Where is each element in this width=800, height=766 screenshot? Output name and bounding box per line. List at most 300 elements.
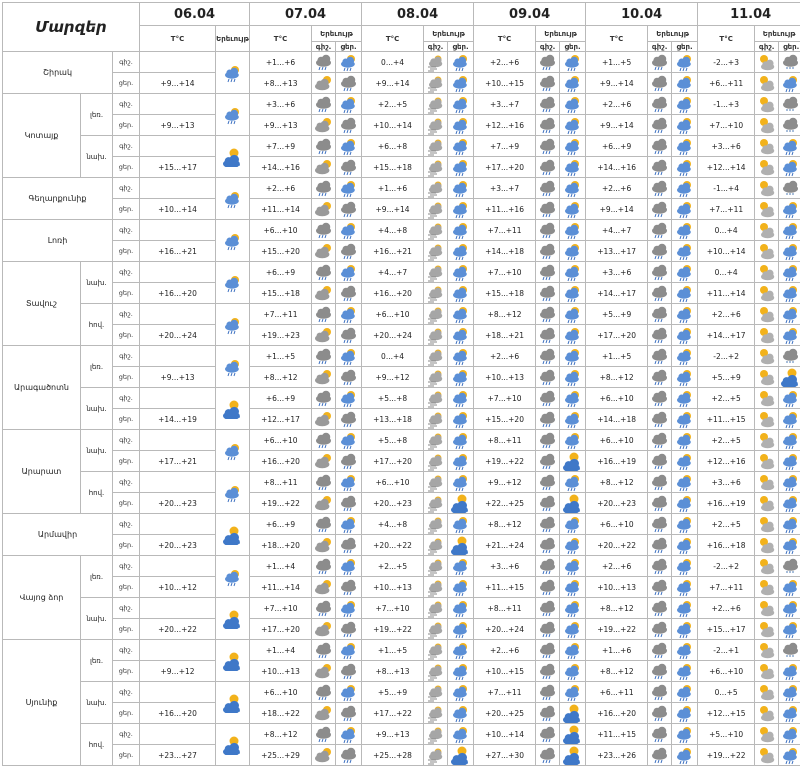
partly-cloudy-rain-icon xyxy=(781,577,800,596)
weather-icon-cell xyxy=(648,745,672,766)
weather-icon-cell xyxy=(779,535,800,556)
table-row xyxy=(3,283,800,304)
table-row xyxy=(3,388,800,409)
partly-cloudy-icon xyxy=(757,703,777,722)
weather-icon-cell xyxy=(648,157,672,178)
cloud-rain-icon xyxy=(650,556,670,575)
time-of-day: ցեր. xyxy=(113,661,140,682)
cloud-snow-icon xyxy=(781,52,800,71)
temperature-range: +15...+17 xyxy=(698,619,755,640)
cloud-rain-icon xyxy=(339,535,359,554)
date-header: 09.04 xyxy=(474,3,586,26)
partly-cloudy-icon xyxy=(757,514,777,533)
weather-icon-cell xyxy=(560,157,586,178)
temperature-range: +6...+11 xyxy=(698,73,755,94)
partly-cloudy-rain-icon xyxy=(781,514,800,533)
partly-cloudy-rain-icon xyxy=(781,325,800,344)
temperature-range: +10...+12 xyxy=(140,577,216,598)
temperature-range xyxy=(140,472,216,493)
temperature-range: +14...+16 xyxy=(250,157,312,178)
temperature-range: +14...+18 xyxy=(586,409,648,430)
temperature-range: +6...+10 xyxy=(586,514,648,535)
wind-cloud-icon xyxy=(426,619,446,638)
temperature-range: +9...+12 xyxy=(362,367,424,388)
weather-icon-cell xyxy=(560,577,586,598)
table-row xyxy=(3,451,800,472)
temperature-range: +7...+11 xyxy=(698,199,755,220)
sun-cloud-wide-icon xyxy=(451,493,471,512)
weather-icon-cell xyxy=(648,262,672,283)
sun-cloud-icon xyxy=(314,115,334,134)
weather-icon-cell xyxy=(779,724,800,745)
weather-icon-cell xyxy=(536,535,560,556)
partly-cloudy-rain-icon xyxy=(781,388,800,407)
weather-icon-cell xyxy=(216,682,250,724)
table-row xyxy=(3,619,800,640)
weather-icon-cell xyxy=(312,115,336,136)
sun-cloud-icon xyxy=(314,745,334,764)
temperature-range: +14...+16 xyxy=(586,157,648,178)
weather-icon-cell xyxy=(448,682,474,703)
partly-cloudy-rain-icon xyxy=(675,682,695,701)
weather-icon-cell xyxy=(336,136,362,157)
weather-icon-cell xyxy=(448,703,474,724)
weather-icon-cell xyxy=(648,94,672,115)
weather-icon-cell xyxy=(672,367,698,388)
time-of-day: գիշ. xyxy=(113,598,140,619)
weather-icon-cell xyxy=(312,598,336,619)
weather-icon-cell xyxy=(779,136,800,157)
partly-cloudy-icon xyxy=(757,472,777,491)
weather-icon-cell xyxy=(672,304,698,325)
partly-cloudy-rain-icon xyxy=(563,472,583,491)
wind-cloud-icon xyxy=(426,556,446,575)
weather-icon-cell xyxy=(424,94,448,115)
weather-icon-cell xyxy=(216,52,250,94)
weather-icon-cell xyxy=(560,346,586,367)
table-row xyxy=(3,682,800,703)
wind-cloud-icon xyxy=(426,724,446,743)
temperature-range: +3...+7 xyxy=(474,94,536,115)
sun-cloud-icon xyxy=(314,241,334,260)
wind-cloud-icon xyxy=(426,115,446,134)
temperature-range: 0...+4 xyxy=(362,346,424,367)
partly-cloudy-rain-icon xyxy=(563,199,583,218)
weather-icon-cell xyxy=(672,514,698,535)
cloud-rain-icon xyxy=(650,73,670,92)
weather-icon-cell xyxy=(336,556,362,577)
partly-cloudy-rain-icon xyxy=(339,388,359,407)
temperature-range: -2...+1 xyxy=(698,640,755,661)
partly-cloudy-rain-icon xyxy=(223,357,243,376)
time-of-day: ցեր. xyxy=(113,115,140,136)
day-subheader: ցեր. xyxy=(779,42,800,52)
temperature-range: +5...+9 xyxy=(698,367,755,388)
weather-icon-cell xyxy=(755,661,779,682)
weather-icon-cell xyxy=(672,430,698,451)
partly-cloudy-rain-icon xyxy=(675,367,695,386)
weather-icon-cell xyxy=(424,73,448,94)
cloud-rain-icon xyxy=(538,241,558,260)
weather-icon-cell xyxy=(448,451,474,472)
date-header: 08.04 xyxy=(362,3,474,26)
wind-cloud-icon xyxy=(426,157,446,176)
weather-icon-cell xyxy=(779,514,800,535)
partly-cloudy-icon xyxy=(757,241,777,260)
temperature-range: +7...+9 xyxy=(474,136,536,157)
temperature-range: +3...+7 xyxy=(474,178,536,199)
weather-icon-cell xyxy=(536,409,560,430)
weather-icon-cell xyxy=(424,325,448,346)
weather-icon-cell xyxy=(560,94,586,115)
table-row xyxy=(3,157,800,178)
weather-icon-cell xyxy=(536,577,560,598)
weather-icon-cell xyxy=(672,724,698,745)
temperature-range: +11...+14 xyxy=(698,283,755,304)
sun-cloud-wide-icon xyxy=(563,451,583,470)
temperature-range: +17...+20 xyxy=(586,325,648,346)
wind-cloud-icon xyxy=(426,577,446,596)
temperature-range: +8...+12 xyxy=(586,367,648,388)
temperature-range: +15...+20 xyxy=(250,241,312,262)
weather-icon-cell xyxy=(336,703,362,724)
partly-cloudy-icon xyxy=(757,409,777,428)
partly-cloudy-rain-icon xyxy=(781,220,800,239)
temperature-range: +7...+10 xyxy=(474,388,536,409)
weather-icon-cell xyxy=(672,661,698,682)
weather-icon-cell xyxy=(336,304,362,325)
temperature-range: +6...+10 xyxy=(362,304,424,325)
weather-icon-cell xyxy=(536,451,560,472)
temperature-range: +16...+19 xyxy=(698,493,755,514)
temperature-range: -2...+3 xyxy=(698,52,755,73)
weather-icon-cell xyxy=(672,388,698,409)
temperature-range: +16...+20 xyxy=(250,451,312,472)
temperature-range: +25...+29 xyxy=(250,745,312,766)
weather-icon-cell xyxy=(536,388,560,409)
temperature-range xyxy=(140,556,216,577)
weather-icon-cell xyxy=(648,220,672,241)
sun-cloud-wide-icon xyxy=(223,525,243,544)
sun-cloud-wide-icon xyxy=(223,609,243,628)
temperature-range: +10...+13 xyxy=(586,577,648,598)
wind-cloud-icon xyxy=(426,94,446,113)
weather-icon-cell xyxy=(336,94,362,115)
weather-icon-cell xyxy=(779,451,800,472)
weather-icon-cell xyxy=(424,661,448,682)
weather-icon-cell xyxy=(560,73,586,94)
weather-icon-cell xyxy=(648,409,672,430)
zone-label: լեռ. xyxy=(81,556,113,598)
cloud-rain-icon xyxy=(650,409,670,428)
weather-icon-cell xyxy=(216,514,250,556)
weather-icon-cell xyxy=(336,220,362,241)
weather-icon-cell xyxy=(672,136,698,157)
temperature-range: +1...+6 xyxy=(586,640,648,661)
wind-cloud-icon xyxy=(426,262,446,281)
partly-cloudy-rain-icon xyxy=(451,682,471,701)
wind-cloud-icon xyxy=(426,409,446,428)
weather-icon-cell xyxy=(755,94,779,115)
sun-cloud-icon xyxy=(314,199,334,218)
weather-icon-cell xyxy=(648,472,672,493)
cloud-rain-icon xyxy=(538,178,558,197)
cloud-rain-icon xyxy=(538,388,558,407)
weather-icon-cell xyxy=(312,640,336,661)
temperature-range: +18...+20 xyxy=(250,535,312,556)
temperature-range: +25...+28 xyxy=(362,745,424,766)
weather-icon-cell xyxy=(424,514,448,535)
partly-cloudy-rain-icon xyxy=(223,105,243,124)
temperature-range: +23...+27 xyxy=(140,745,216,766)
partly-cloudy-rain-icon xyxy=(451,724,471,743)
time-of-day: գիշ. xyxy=(113,304,140,325)
temperature-range xyxy=(140,262,216,283)
cloud-rain-icon xyxy=(650,640,670,659)
temperature-range: +6...+9 xyxy=(250,262,312,283)
temperature-range: 0...+4 xyxy=(698,220,755,241)
weather-icon-cell xyxy=(312,619,336,640)
cloud-rain-icon xyxy=(650,94,670,113)
temperature-range: +2...+5 xyxy=(698,388,755,409)
temperature-range: 0...+4 xyxy=(362,52,424,73)
cloud-rain-icon xyxy=(314,262,334,281)
table-row xyxy=(3,52,800,73)
partly-cloudy-icon xyxy=(757,73,777,92)
weather-icon-cell xyxy=(672,619,698,640)
partly-cloudy-rain-icon xyxy=(675,514,695,533)
weather-icon-cell xyxy=(755,304,779,325)
weather-icon-cell xyxy=(448,241,474,262)
temperature-range: +20...+23 xyxy=(362,493,424,514)
weather-icon-cell xyxy=(560,52,586,73)
weather-icon-cell xyxy=(448,472,474,493)
wind-cloud-icon xyxy=(426,745,446,764)
partly-cloudy-rain-icon xyxy=(223,483,243,502)
temperature-range: +2...+6 xyxy=(474,52,536,73)
weather-icon-cell xyxy=(672,157,698,178)
temperature-range: +23...+26 xyxy=(586,745,648,766)
temperature-range: +6...+9 xyxy=(250,514,312,535)
temperature-range: +15...+20 xyxy=(474,409,536,430)
partly-cloudy-rain-icon xyxy=(451,409,471,428)
weather-icon-cell xyxy=(424,136,448,157)
temperature-range: +9...+12 xyxy=(140,661,216,682)
weather-icon-cell xyxy=(779,178,800,199)
cloud-rain-icon xyxy=(650,745,670,764)
weather-icon-cell xyxy=(648,136,672,157)
partly-cloudy-icon xyxy=(757,220,777,239)
partly-cloudy-rain-icon xyxy=(563,94,583,113)
weather-icon-cell xyxy=(424,241,448,262)
weather-icon-cell xyxy=(779,493,800,514)
weather-icon-cell xyxy=(560,514,586,535)
partly-cloudy-rain-icon xyxy=(451,52,471,71)
zone-label: լեռ. xyxy=(81,346,113,388)
weather-icon-cell xyxy=(448,115,474,136)
weather-icon-cell xyxy=(424,598,448,619)
weather-icon-cell xyxy=(779,556,800,577)
temperature-range xyxy=(140,514,216,535)
weather-icon-cell xyxy=(336,52,362,73)
temperature-range: +3...+6 xyxy=(698,136,755,157)
cloud-rain-icon xyxy=(538,346,558,365)
cloud-rain-icon xyxy=(650,493,670,512)
temperature-range: +20...+24 xyxy=(140,325,216,346)
temperature-range xyxy=(140,388,216,409)
weather-icon-cell xyxy=(536,157,560,178)
temperature-range xyxy=(140,346,216,367)
temperature-range: +1...+6 xyxy=(250,52,312,73)
cloud-rain-icon xyxy=(314,430,334,449)
weather-icon-cell xyxy=(755,472,779,493)
wind-cloud-icon xyxy=(426,178,446,197)
weather-icon-cell xyxy=(312,283,336,304)
weather-icon-cell xyxy=(312,178,336,199)
temperature-range: +6...+9 xyxy=(250,388,312,409)
sun-cloud-icon xyxy=(314,577,334,596)
temperature-range: +14...+18 xyxy=(474,241,536,262)
temperature-range: +1...+4 xyxy=(250,640,312,661)
temperature-range: +9...+14 xyxy=(362,73,424,94)
weather-icon-cell xyxy=(672,325,698,346)
sun-cloud-icon xyxy=(314,73,334,92)
partly-cloudy-rain-icon xyxy=(675,220,695,239)
weather-icon-cell xyxy=(648,73,672,94)
time-of-day: ցեր. xyxy=(113,367,140,388)
weather-icon-cell xyxy=(648,514,672,535)
weather-icon-cell xyxy=(336,178,362,199)
weather-icon-cell xyxy=(536,325,560,346)
table-row xyxy=(3,304,800,325)
partly-cloudy-rain-icon xyxy=(781,304,800,323)
wind-cloud-icon xyxy=(426,220,446,239)
partly-cloudy-rain-icon xyxy=(451,703,471,722)
time-of-day: գիշ. xyxy=(113,640,140,661)
partly-cloudy-rain-icon xyxy=(781,157,800,176)
temperature-range: +2...+6 xyxy=(586,178,648,199)
weather-icon-cell xyxy=(779,220,800,241)
partly-cloudy-rain-icon xyxy=(781,682,800,701)
temperature-range: +8...+12 xyxy=(250,367,312,388)
cloud-rain-icon xyxy=(650,598,670,617)
temperature-range: +8...+12 xyxy=(250,724,312,745)
weather-icon-cell xyxy=(312,199,336,220)
partly-cloudy-icon xyxy=(757,157,777,176)
weather-icon-cell xyxy=(755,199,779,220)
day-subheader: ցեր. xyxy=(448,42,474,52)
partly-cloudy-rain-icon xyxy=(223,441,243,460)
partly-cloudy-rain-icon xyxy=(451,619,471,638)
weather-icon-cell xyxy=(216,346,250,388)
partly-cloudy-rain-icon xyxy=(563,73,583,92)
temperature-range: +2...+5 xyxy=(698,514,755,535)
temperature-range: +1...+5 xyxy=(250,346,312,367)
partly-cloudy-icon xyxy=(757,493,777,512)
weather-icon-cell xyxy=(779,598,800,619)
weather-icon-cell xyxy=(312,661,336,682)
weather-icon-cell xyxy=(448,367,474,388)
cloud-snow-icon xyxy=(781,115,800,134)
table-row xyxy=(3,514,800,535)
partly-cloudy-rain-icon xyxy=(451,241,471,260)
cloud-rain-icon xyxy=(339,577,359,596)
weather-icon-cell xyxy=(560,451,586,472)
weather-icon-cell xyxy=(312,577,336,598)
temperature-range: +12...+16 xyxy=(698,451,755,472)
cloud-rain-icon xyxy=(650,430,670,449)
cloud-rain-icon xyxy=(650,115,670,134)
weather-column-header: Երեւույթ xyxy=(312,26,362,42)
temperature-range: +20...+23 xyxy=(586,493,648,514)
partly-cloudy-rain-icon xyxy=(675,178,695,197)
weather-icon-cell xyxy=(312,73,336,94)
partly-cloudy-rain-icon xyxy=(675,493,695,512)
temperature-range: +14...+17 xyxy=(586,283,648,304)
weather-icon-cell xyxy=(312,388,336,409)
partly-cloudy-rain-icon xyxy=(451,598,471,617)
sun-cloud-wide-icon xyxy=(223,693,243,712)
weather-icon-cell xyxy=(648,451,672,472)
partly-cloudy-icon xyxy=(757,262,777,281)
partly-cloudy-rain-icon xyxy=(781,535,800,554)
weather-icon-cell xyxy=(560,178,586,199)
time-of-day: գիշ. xyxy=(113,388,140,409)
cloud-rain-icon xyxy=(339,115,359,134)
cloud-rain-icon xyxy=(339,703,359,722)
cloud-snow-icon xyxy=(781,94,800,113)
cloud-rain-icon xyxy=(339,367,359,386)
cloud-rain-icon xyxy=(650,514,670,533)
partly-cloudy-rain-icon xyxy=(451,640,471,659)
night-subheader: գիշ. xyxy=(648,42,672,52)
weather-icon-cell xyxy=(336,724,362,745)
partly-cloudy-rain-icon xyxy=(563,115,583,134)
weather-icon-cell xyxy=(755,598,779,619)
cloud-rain-icon xyxy=(314,556,334,575)
temperature-range: +1...+5 xyxy=(362,640,424,661)
temperature-range: +9...+14 xyxy=(362,199,424,220)
weather-icon-cell xyxy=(536,262,560,283)
table-row xyxy=(3,178,800,199)
temperature-range: +6...+10 xyxy=(586,388,648,409)
temperature-range: +20...+22 xyxy=(140,619,216,640)
temperature-range: +7...+9 xyxy=(250,136,312,157)
temperature-range: +16...+19 xyxy=(586,451,648,472)
temperature-range: +8...+12 xyxy=(586,472,648,493)
temperature-range: +20...+22 xyxy=(586,535,648,556)
partly-cloudy-rain-icon xyxy=(675,388,695,407)
weather-icon-cell xyxy=(779,157,800,178)
time-of-day: գիշ. xyxy=(113,682,140,703)
weather-icon-cell xyxy=(448,178,474,199)
cloud-rain-icon xyxy=(650,346,670,365)
cloud-rain-icon xyxy=(538,535,558,554)
partly-cloudy-rain-icon xyxy=(781,73,800,92)
temperature-range: +9...+13 xyxy=(250,115,312,136)
forecast-table xyxy=(2,2,800,766)
cloud-snow-icon xyxy=(781,346,800,365)
temperature-range: +19...+23 xyxy=(250,325,312,346)
cloud-rain-icon xyxy=(314,346,334,365)
temperature-range: +15...+18 xyxy=(474,283,536,304)
weather-icon-cell xyxy=(312,136,336,157)
table-row xyxy=(3,325,800,346)
time-of-day: գիշ. xyxy=(113,136,140,157)
cloud-rain-icon xyxy=(650,619,670,638)
weather-icon-cell xyxy=(336,283,362,304)
weather-icon-cell xyxy=(672,556,698,577)
